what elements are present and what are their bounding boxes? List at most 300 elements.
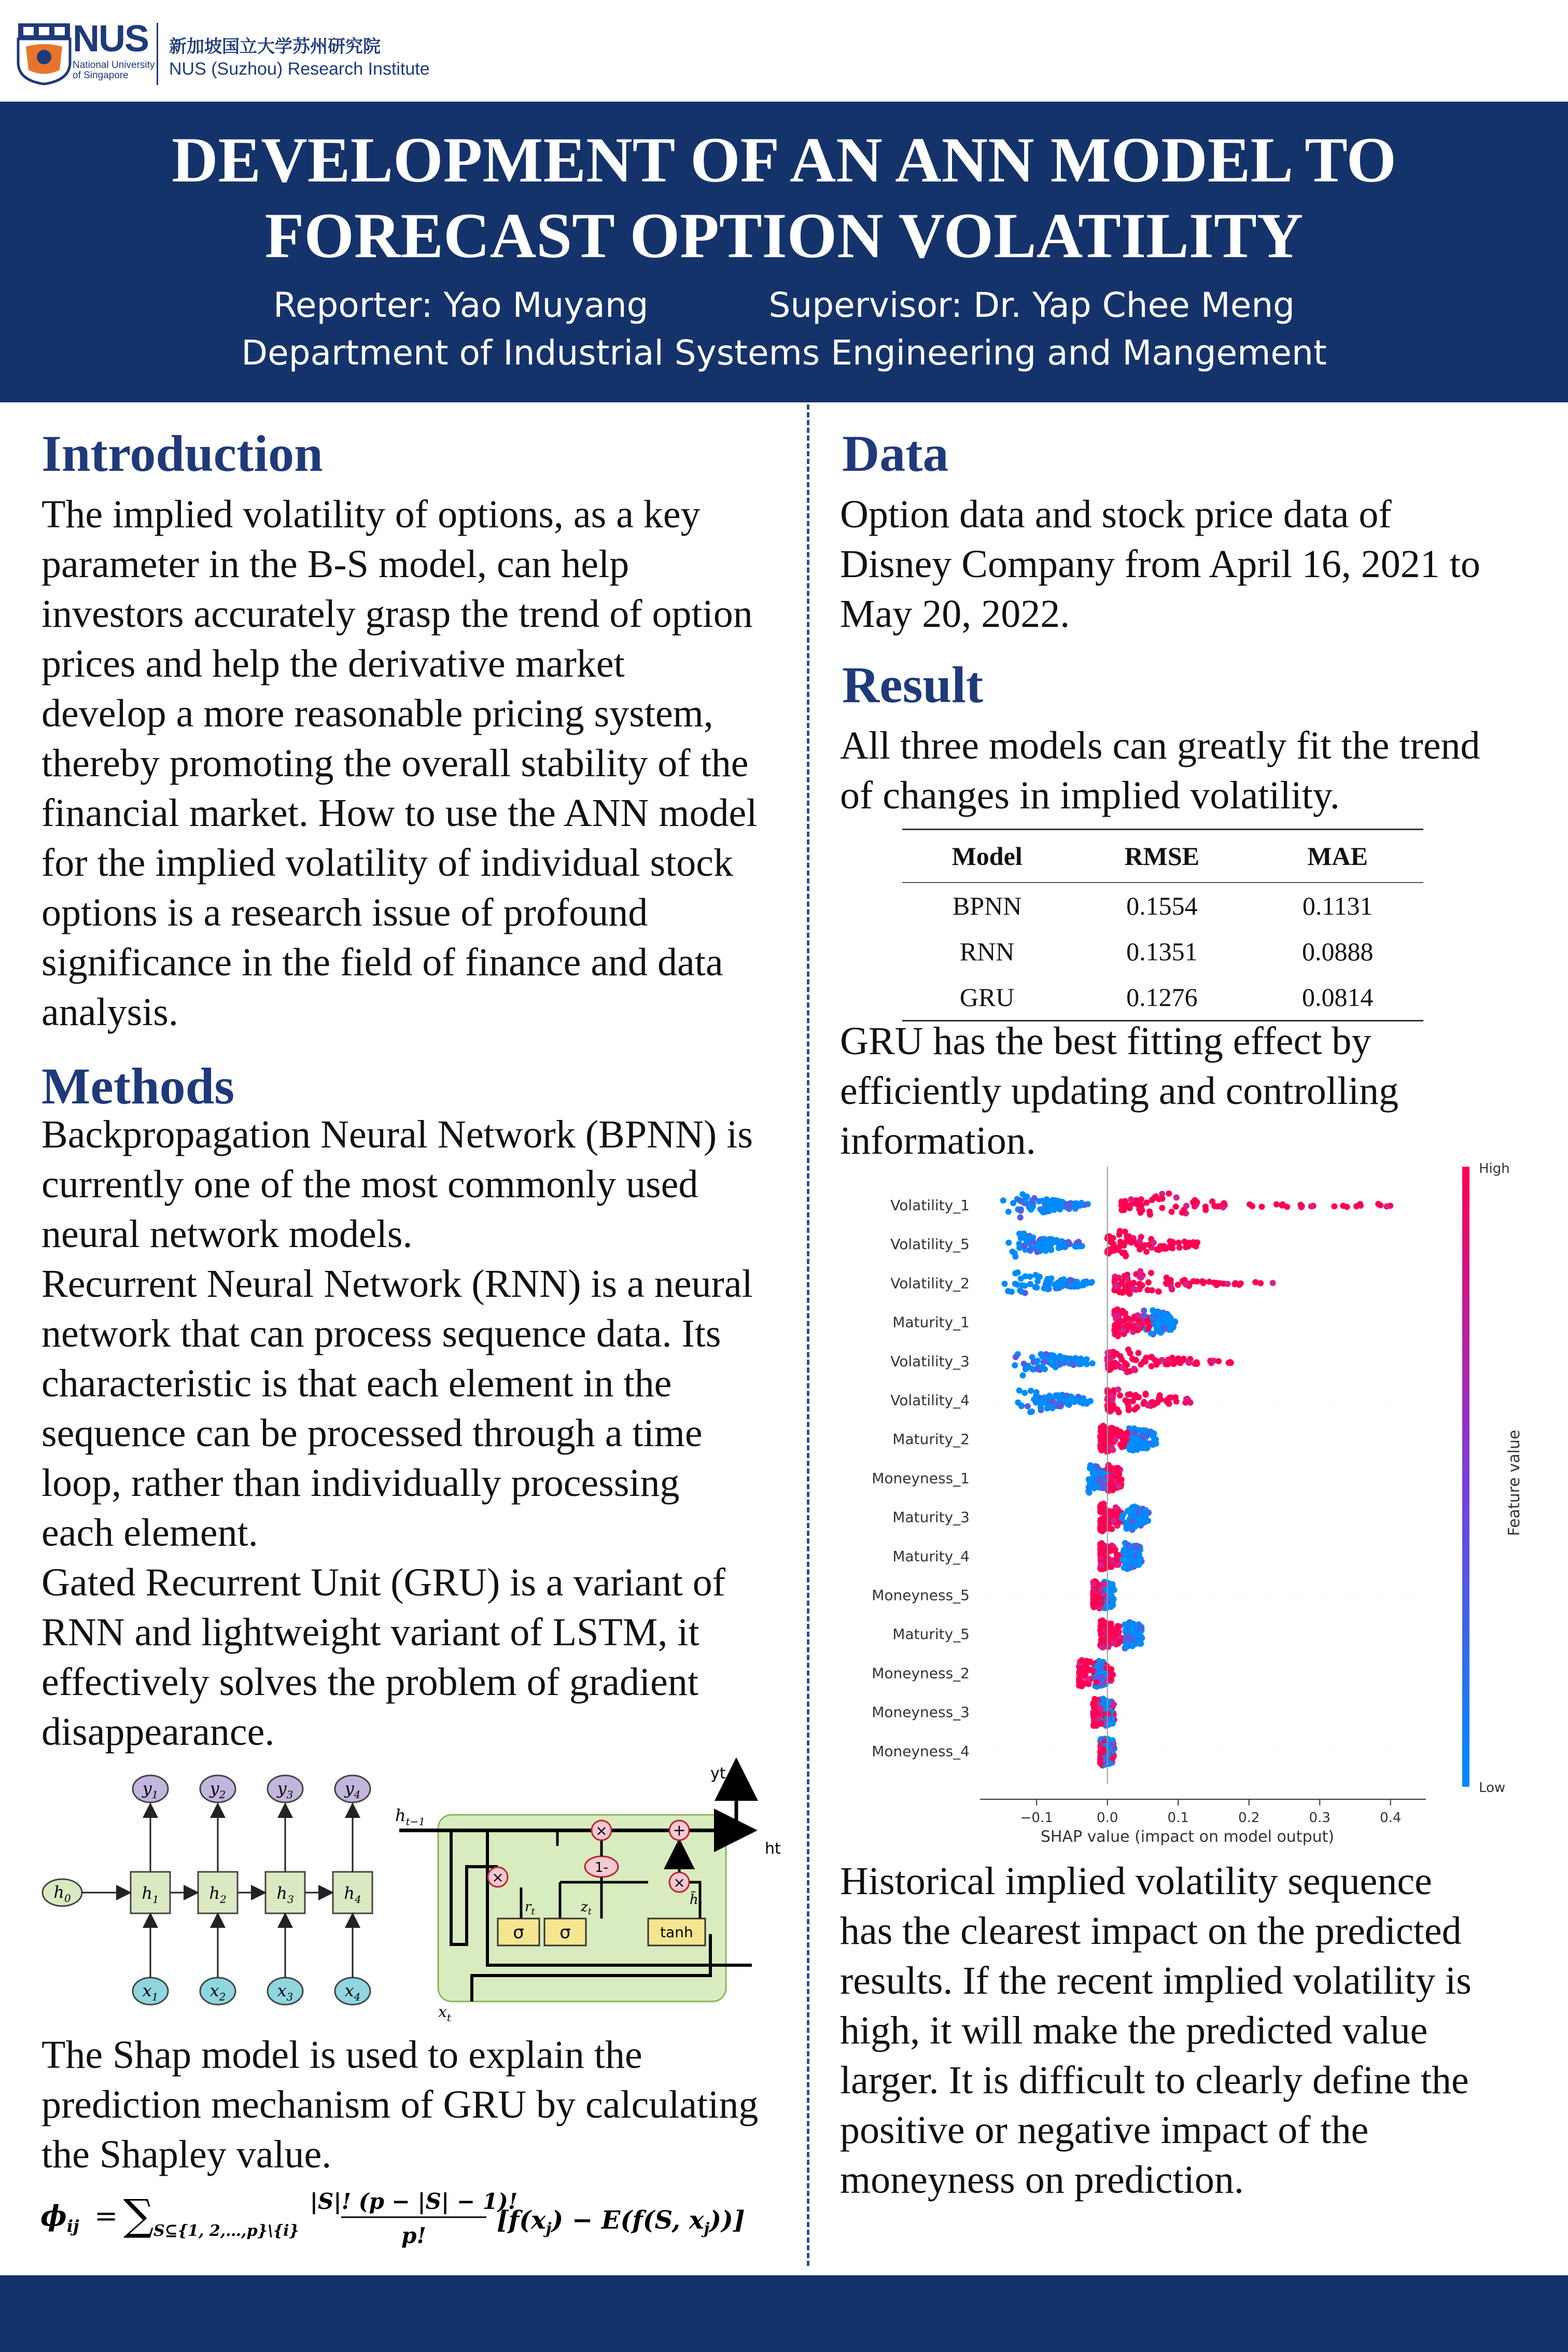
shap-point <box>1138 1633 1144 1640</box>
shap-point <box>1112 1360 1118 1366</box>
shap-point <box>1013 1354 1019 1360</box>
shap-point <box>1148 1270 1154 1276</box>
shap-point <box>1010 1200 1016 1206</box>
table-row <box>902 929 1423 974</box>
conclusion-line: positive or negative impact of the <box>840 2108 1369 2152</box>
shap-point <box>1141 1308 1147 1314</box>
output-label: $y_4$ <box>344 1779 361 1801</box>
shap-point <box>1124 1633 1130 1639</box>
shap-point <box>1194 1279 1200 1285</box>
shap-point <box>1169 1239 1175 1245</box>
shap-point <box>1066 1203 1072 1209</box>
methods-line: disappearance. <box>41 1710 275 1754</box>
shap-point <box>1018 1208 1024 1214</box>
h-prev-label: $h_{t-1}$ <box>395 1805 426 1828</box>
shap-point <box>1148 1331 1154 1337</box>
shap-point <box>1034 1278 1041 1284</box>
x-tick-label: 0.3 <box>1309 1810 1331 1826</box>
shap-point <box>1017 1197 1023 1203</box>
shap-point <box>1166 1322 1172 1328</box>
shap-point <box>1114 1406 1121 1412</box>
shap-point <box>1114 1623 1121 1629</box>
gru-cell-diagram <box>389 1758 799 2022</box>
authors-line <box>0 282 1568 329</box>
methods-line: characteristic is that each element in the <box>41 1362 672 1405</box>
shap-point <box>1054 1284 1060 1291</box>
shap-point <box>1021 1243 1028 1249</box>
shap-point <box>1258 1203 1265 1210</box>
shap-point <box>1073 1395 1080 1402</box>
introduction-line: options is a research issue of profound <box>41 891 648 934</box>
feature-label: Moneyness_3 <box>872 1703 970 1721</box>
shap-point <box>1185 1360 1192 1366</box>
methods-line: each element. <box>41 1511 258 1555</box>
shap-point <box>1125 1347 1131 1353</box>
shap-point <box>1284 1204 1290 1210</box>
shap-point <box>1093 1679 1099 1686</box>
shap-point <box>1103 1426 1110 1433</box>
shap-point <box>1117 1639 1123 1645</box>
poster-title: DEVELOPMENT OF AN ANN MODEL TO FORECAST OPTION VOLATILITY <box>171 124 1397 271</box>
shap-point <box>1017 1214 1024 1221</box>
shap-point <box>1075 1239 1082 1245</box>
shap-point <box>1104 1698 1110 1704</box>
logo-divider <box>157 23 158 85</box>
shap-point <box>1098 1480 1104 1486</box>
shap-point <box>1016 1388 1023 1394</box>
methods-line: Gated Recurrent Unit (GRU) is a variant of <box>41 1561 726 1604</box>
shap-point <box>1109 1444 1115 1450</box>
shap-point <box>1297 1202 1304 1208</box>
feature-label: Moneyness_1 <box>872 1469 970 1487</box>
introduction-line: for the implied volatility of individual stock <box>41 841 734 885</box>
shap-point <box>1042 1399 1048 1406</box>
colorbar <box>1462 1167 1469 1787</box>
institute-name-cn: 新加坡国立大学苏州研究院 <box>169 36 381 57</box>
data-line: May 20, 2022. <box>840 592 1070 636</box>
output-label: $y_2$ <box>209 1779 226 1801</box>
shap-point <box>1183 1203 1189 1209</box>
shap-point <box>1220 1204 1226 1210</box>
svg-text:S⊆{1, 2,…,p}\{i}: S⊆{1, 2,…,p}\{i} <box>153 2222 299 2240</box>
shap-point <box>1019 1191 1026 1197</box>
shap-point <box>1138 1641 1144 1647</box>
shap-point <box>1136 1557 1142 1563</box>
shap-point <box>1116 1319 1122 1325</box>
logo-subtitle: National University of Singapore <box>73 60 155 81</box>
shap-point <box>1089 1360 1096 1366</box>
svg-text:+: + <box>673 1822 686 1840</box>
shap-point <box>1057 1204 1063 1210</box>
shap-point <box>1150 1307 1156 1313</box>
column-divider <box>807 404 809 2266</box>
conclusion-line: results. If the recent implied volatility is <box>840 1959 1472 2003</box>
shap-point <box>1060 1355 1067 1361</box>
shap-point <box>1012 1270 1018 1277</box>
shap-point <box>1110 1720 1116 1727</box>
feature-label: Volatility_1 <box>890 1197 970 1214</box>
shap-point <box>1154 1317 1160 1323</box>
feature-label: Maturity_5 <box>892 1626 970 1643</box>
department: Department of Industrial Systems Engineering and Mangement <box>241 333 1327 373</box>
hidden-label: $h_2$ <box>209 1883 227 1906</box>
shap-point <box>1111 1630 1117 1636</box>
shap-point <box>1070 1362 1076 1368</box>
shap-point <box>1215 1358 1222 1364</box>
shap-point <box>1119 1308 1126 1314</box>
shap-point <box>1130 1620 1137 1627</box>
shap-point <box>1202 1207 1209 1213</box>
shapley-formula <box>40 2178 797 2250</box>
feature-label: Maturity_3 <box>892 1508 970 1526</box>
shap-point <box>1209 1198 1215 1205</box>
x-tick-label: 0.0 <box>1097 1810 1118 1826</box>
shap-point <box>1121 1250 1127 1256</box>
shap-point <box>1097 1550 1103 1557</box>
table-cell: RNN <box>959 937 1015 966</box>
hidden-label: $h_4$ <box>344 1883 361 1906</box>
shap-point <box>1051 1353 1057 1359</box>
shap-point <box>1146 1209 1153 1215</box>
shap-point <box>1115 1387 1121 1393</box>
shap-point <box>1124 1285 1130 1291</box>
poster-header <box>0 102 1568 402</box>
svg-text:1-: 1- <box>595 1860 608 1875</box>
shap-point <box>1067 1355 1073 1362</box>
input-label: $x_1$ <box>142 1981 159 2003</box>
shap-point <box>1131 1366 1137 1372</box>
feature-label: Moneyness_2 <box>872 1664 970 1682</box>
shap-point <box>1076 1676 1082 1683</box>
methods-line: loop, rather than individually processing <box>41 1461 680 1505</box>
shap-point <box>1194 1361 1200 1367</box>
shap-point <box>1123 1644 1129 1650</box>
data-heading: Data <box>842 425 949 482</box>
shap-line: The Shap model is used to explain the <box>41 2033 642 2077</box>
shap-point <box>1163 1280 1169 1286</box>
shap-point <box>1060 1282 1067 1289</box>
shap-point <box>1133 1326 1140 1333</box>
colorbar-low-label: Low <box>1479 1780 1506 1796</box>
shap-point <box>1119 1279 1125 1285</box>
shap-point <box>1252 1279 1258 1285</box>
shap-point <box>1143 1507 1149 1513</box>
supervisor: Supervisor: Dr. Yap Chee Meng <box>768 285 1295 325</box>
shap-point <box>1111 1327 1117 1334</box>
svg-text:|S|! (p − |S| − 1)!: |S|! (p − |S| − 1)! <box>310 2189 518 2214</box>
ht-label: ht <box>765 1840 781 1858</box>
shap-point <box>1140 1434 1146 1440</box>
shap-point <box>1098 1562 1104 1569</box>
shap-point <box>1121 1442 1127 1448</box>
x-tick-label: 0.1 <box>1167 1810 1189 1826</box>
shap-point <box>1173 1194 1180 1200</box>
table-cell: BPNN <box>952 891 1022 920</box>
shap-point <box>1136 1515 1142 1521</box>
output-label: $y_3$ <box>277 1779 293 1801</box>
shap-point <box>1116 1288 1122 1294</box>
shap-point <box>1129 1518 1136 1524</box>
shap-point <box>1108 1666 1114 1672</box>
methods-line: effectively solves the problem of gradient <box>41 1660 698 1704</box>
shap-point <box>1157 1392 1163 1398</box>
shap-point <box>1025 1365 1031 1371</box>
shap-point <box>1098 1519 1104 1525</box>
methods-line: Backpropagation Neural Network (BPNN) is <box>41 1113 753 1156</box>
svg-text:×: × <box>492 1869 504 1886</box>
shap-point <box>1179 1210 1185 1216</box>
shap-point <box>1166 1400 1172 1406</box>
table-cell: 0.1554 <box>1126 891 1198 920</box>
shap-point <box>1056 1245 1062 1251</box>
shap-point <box>1130 1509 1136 1515</box>
shap-point <box>1173 1398 1180 1405</box>
shap-point <box>1183 1282 1189 1288</box>
shap-point <box>1098 1760 1104 1767</box>
shap-text <box>41 2030 804 2179</box>
shap-point <box>1131 1406 1138 1412</box>
table-cell: 0.0814 <box>1252 974 1423 1021</box>
shap-point <box>1002 1281 1008 1287</box>
shap-point <box>1111 1587 1117 1593</box>
shap-point <box>1153 1193 1159 1199</box>
shap-point <box>1116 1483 1122 1490</box>
shap-point <box>1112 1277 1118 1283</box>
shap-point <box>1137 1268 1143 1275</box>
shap-point <box>1117 1392 1123 1398</box>
conclusion-text <box>840 1856 1561 2205</box>
shap-point <box>1079 1657 1085 1663</box>
shap-point <box>1344 1204 1350 1210</box>
methods-text <box>41 1110 804 1757</box>
table-cell: GRU <box>902 974 1072 1021</box>
conclusion-line: larger. It is difficult to clearly define the <box>840 2059 1469 2102</box>
shap-point <box>1191 1200 1197 1207</box>
shap-point <box>1138 1275 1144 1281</box>
shap-point <box>1155 1289 1161 1295</box>
shap-point <box>1138 1196 1144 1202</box>
table-cell: 0.1276 <box>1072 974 1252 1021</box>
shap-point <box>1206 1279 1212 1285</box>
shap-point <box>1113 1556 1119 1562</box>
zt-label: $z_t$ <box>581 1899 592 1917</box>
shap-point <box>1103 1549 1109 1556</box>
shap-point <box>1095 1662 1101 1669</box>
shap-point <box>1098 1434 1104 1440</box>
shap-point <box>1166 1313 1172 1319</box>
shap-point <box>1089 1279 1095 1285</box>
shap-point <box>1125 1276 1131 1282</box>
methods-line: RNN and lightweight variant of LSTM, it <box>41 1611 699 1654</box>
feature-label: Moneyness_5 <box>872 1587 970 1604</box>
table-header: Model <box>902 830 1072 883</box>
shap-point <box>1124 1362 1130 1368</box>
logo-wordmark: NUS <box>73 18 149 60</box>
shap-point <box>1138 1362 1144 1368</box>
shap-point <box>1153 1436 1159 1443</box>
shap-point <box>1009 1249 1015 1255</box>
shap-point <box>1129 1441 1135 1447</box>
shap-point <box>1228 1360 1234 1366</box>
shap-point <box>1177 1244 1183 1251</box>
shap-point <box>1159 1357 1165 1363</box>
after-table-line: GRU has the best fitting effect by <box>840 1019 1371 1063</box>
shap-point <box>1103 1598 1110 1604</box>
table-cell: 0.0888 <box>1301 937 1374 966</box>
introduction-line: financial market. How to use the ANN model <box>41 791 758 835</box>
shap-point <box>1110 1487 1116 1493</box>
svg-text:∑: ∑ <box>123 2191 154 2240</box>
feature-label: Maturity_4 <box>892 1547 970 1565</box>
shap-point <box>1060 1276 1067 1282</box>
shap-point <box>1012 1362 1018 1368</box>
result-line: All three models can greatly fit the trend <box>840 724 1480 767</box>
shap-point <box>1148 1354 1154 1361</box>
introduction-line: thereby promoting the overall stability of the <box>41 741 749 785</box>
hidden-label: $h_1$ <box>142 1883 159 1906</box>
shap-point <box>1173 1359 1180 1365</box>
feature-label: Volatility_4 <box>890 1392 970 1409</box>
shap-point <box>1138 1443 1144 1449</box>
shap-point <box>1116 1231 1123 1238</box>
hidden-label: $h_3$ <box>276 1883 294 1906</box>
shap-point <box>1122 1397 1128 1404</box>
shap-point <box>1154 1323 1160 1329</box>
shap-point <box>1140 1244 1146 1250</box>
shap-point <box>1076 1670 1083 1676</box>
svg-text:×: × <box>673 1874 685 1891</box>
table-cell: 0.1351 <box>1126 937 1198 966</box>
x-tick-label: 0.2 <box>1238 1810 1260 1826</box>
shap-point <box>1117 1429 1124 1435</box>
shap-point <box>1157 1246 1163 1252</box>
shap-point <box>1119 1515 1125 1521</box>
shap-point <box>1084 1280 1090 1286</box>
introduction-line: analysis. <box>41 990 178 1034</box>
shap-point <box>1383 1203 1390 1210</box>
introduction-line: significance in the field of finance and data <box>41 941 723 984</box>
feature-label: Volatility_2 <box>890 1275 970 1292</box>
shap-point <box>1257 1280 1264 1286</box>
shap-point <box>1027 1409 1033 1415</box>
shap-point <box>1108 1406 1114 1412</box>
shap-point <box>1049 1398 1056 1405</box>
shap-point <box>1144 1287 1151 1293</box>
table-cell: 0.1131 <box>1302 891 1373 920</box>
shap-point <box>1105 1510 1111 1517</box>
shap-point <box>1137 1520 1143 1527</box>
shap-point <box>1101 1581 1107 1587</box>
x-tick-label: 0.4 <box>1380 1810 1402 1826</box>
shap-point <box>1131 1280 1137 1286</box>
data-text <box>840 489 1561 639</box>
shap-point <box>1099 1525 1105 1531</box>
shap-point <box>1033 1284 1040 1291</box>
input-label: $x_2$ <box>209 1981 226 2003</box>
shap-point <box>1019 1230 1026 1237</box>
shap-point <box>1103 1758 1110 1765</box>
output-label: $y_1$ <box>142 1779 159 1801</box>
feature-label: Moneyness_4 <box>872 1742 970 1760</box>
data-line: Option data and stock price data of <box>840 493 1392 536</box>
conclusion-line: high, it will make the predicted value <box>840 2009 1428 2052</box>
methods-line: currently one of the most commonly used <box>41 1163 698 1206</box>
shap-point <box>1145 1319 1151 1325</box>
shap-point <box>1091 1592 1097 1599</box>
shap-point <box>1120 1327 1126 1333</box>
shap-point <box>1088 1482 1094 1489</box>
shap-point <box>1098 1541 1104 1547</box>
shap-point <box>1053 1198 1059 1204</box>
rnn-unrolled-diagram <box>36 1768 410 2012</box>
shap-point <box>1026 1205 1032 1211</box>
shap-point <box>1168 1284 1174 1290</box>
shap-point <box>1005 1288 1011 1294</box>
xt-label: $x_t$ <box>438 2003 451 2022</box>
shap-point <box>1118 1198 1125 1205</box>
tanh-label: tanh <box>660 1924 693 1941</box>
shap-point <box>1273 1201 1280 1208</box>
shap-point <box>1353 1203 1360 1209</box>
shap-point <box>1041 1285 1047 1292</box>
shap-point <box>1133 1200 1139 1207</box>
shap-point <box>1084 1361 1090 1367</box>
shap-summary-plot <box>830 1151 1566 1846</box>
methods-line: Recurrent Neural Network (RNN) is a neural <box>41 1262 753 1306</box>
shap-point <box>1058 1239 1064 1245</box>
x-axis-label: SHAP value (impact on model output) <box>1040 1828 1335 1846</box>
shap-point <box>1098 1721 1104 1727</box>
introduction-line: prices and help the derivative market <box>41 642 625 685</box>
shap-point <box>1115 1247 1122 1253</box>
shap-point <box>1331 1203 1337 1209</box>
shap-point <box>1118 1356 1125 1363</box>
shap-point <box>1183 1396 1189 1402</box>
shap-point <box>1084 1401 1090 1407</box>
methods-line: network that can process sequence data. Its <box>41 1312 721 1355</box>
results-table <box>902 829 1423 1021</box>
shap-point <box>1018 1276 1024 1282</box>
shap-point <box>1054 1403 1060 1409</box>
shap-point <box>1213 1280 1220 1286</box>
poster-footer <box>0 2275 1568 2352</box>
table-row <box>902 883 1423 929</box>
shap-point <box>1053 1363 1059 1369</box>
shap-point <box>1129 1355 1136 1362</box>
shap-point <box>1108 1620 1114 1627</box>
shap-point <box>1135 1350 1141 1356</box>
shap-point <box>1005 1240 1012 1246</box>
shap-point <box>1200 1279 1207 1285</box>
reporter: Reporter: Yao Muyang <box>273 285 649 325</box>
shap-point <box>1159 1313 1166 1319</box>
shap-point <box>1308 1203 1314 1210</box>
shap-point <box>1137 1210 1143 1216</box>
shap-point <box>1113 1468 1119 1474</box>
methods-heading: Methods <box>41 1057 235 1115</box>
shap-point <box>1030 1239 1037 1245</box>
introduction-line: investors accurately grasp the trend of option <box>41 592 753 636</box>
colorbar-high-label: High <box>1479 1161 1510 1177</box>
shap-point <box>1062 1244 1068 1250</box>
shap-point <box>1127 1324 1133 1330</box>
table-row <box>902 974 1423 1021</box>
shap-point <box>1214 1203 1221 1210</box>
after-table-line: information. <box>840 1119 1036 1163</box>
shap-point <box>1020 1373 1026 1379</box>
shap-point <box>1092 1468 1098 1475</box>
colorbar-title: Feature value <box>1505 1430 1523 1536</box>
